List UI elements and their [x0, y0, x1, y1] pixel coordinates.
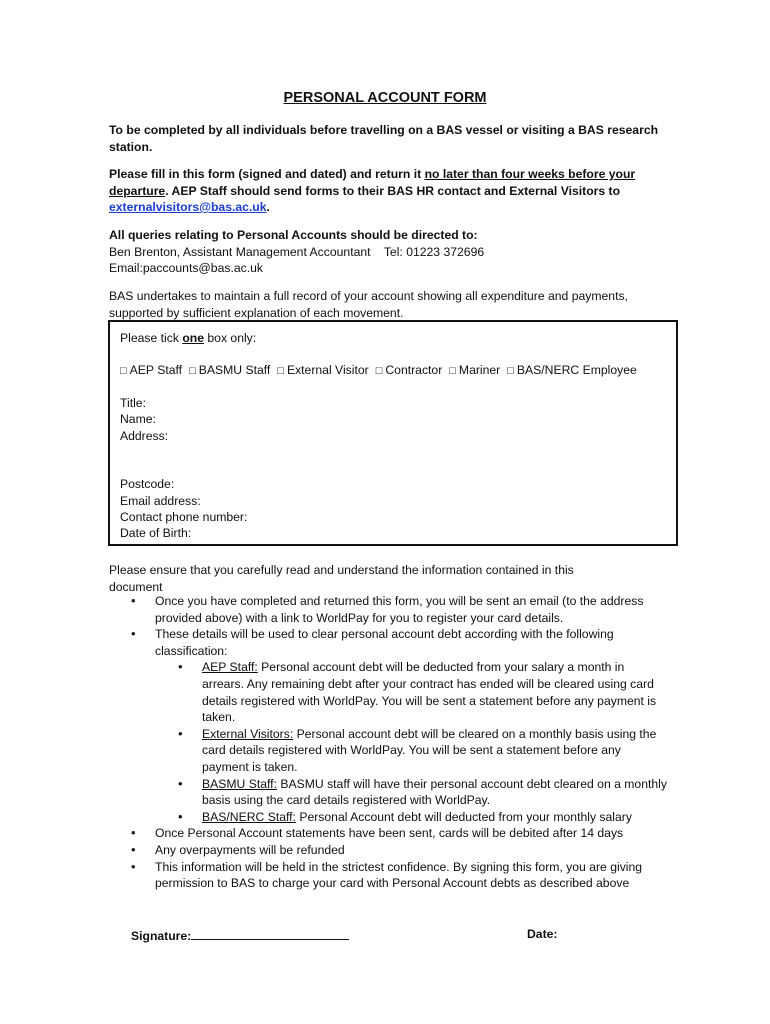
sub-item-label: External Visitors:	[202, 726, 294, 741]
checkbox-icon[interactable]: □	[375, 365, 383, 377]
signature-label: Signature:	[131, 929, 192, 943]
sub-item-text: BASMU staff will have their personal account debt cleared on a monthly basis using the card details registered with WorldPay.	[202, 776, 667, 808]
sub-list-item	[155, 726, 669, 776]
signature-field	[131, 927, 349, 943]
tick-instruction	[120, 330, 256, 346]
field-title-label: Title:	[120, 396, 146, 410]
external-visitors-email-link[interactable]: externalvisitors@bas.ac.uk	[109, 200, 267, 214]
field-dob-label: Date of Birth:	[120, 526, 192, 540]
sub-item-text: Personal account debt will be cleared on a monthly basis using the card details registered with WorldPay. You will be sent a statement before any payment is taken.	[202, 726, 657, 774]
option-mariner[interactable]	[449, 363, 500, 377]
instructions-part2: . AEP Staff should send forms to their BAS HR contact and External Visitors to	[165, 183, 621, 198]
information-list	[109, 593, 669, 892]
tick-emphasis: one	[182, 331, 204, 345]
sub-item-label: AEP Staff:	[202, 660, 258, 675]
queries-email: Email:paccounts@bas.ac.uk	[109, 261, 263, 275]
checkbox-icon[interactable]: □	[189, 365, 196, 377]
checkbox-icon[interactable]: □	[507, 365, 514, 377]
page-title: PERSONAL ACCOUNT FORM	[283, 90, 487, 106]
option-contractor[interactable]	[376, 363, 443, 377]
sub-list-item	[155, 776, 669, 809]
instructions-part3: .	[266, 200, 270, 214]
list-item: • Once you have completed and returned this form, you will be sent an email (to the address provided above) with a link to WorldPay for you to register your card details.	[109, 593, 669, 626]
tick-suffix: box only:	[204, 331, 257, 345]
queries-heading: All queries relating to Personal Accounts should be directed to:	[109, 228, 478, 242]
option-label: BAS/NERC Employee	[516, 363, 637, 377]
option-label: Contractor	[385, 363, 443, 377]
checkbox-icon[interactable]: □	[449, 365, 456, 377]
field-email-label: Email address:	[120, 494, 201, 508]
option-aep-staff[interactable]	[120, 363, 182, 377]
sub-item-label: BAS/NERC Staff:	[202, 809, 296, 824]
option-basmu-staff[interactable]	[189, 363, 270, 377]
list-item	[109, 626, 669, 825]
option-label: AEP Staff	[129, 363, 183, 377]
signature-line[interactable]	[191, 927, 349, 940]
instructions-paragraph	[109, 166, 669, 216]
list-item: • Any overpayments will be refunded	[109, 842, 669, 859]
sub-list-item	[155, 809, 669, 826]
list-item: • This information will be held in the strictest confidence. By signing this form, you are giving permission to BAS to charge your card with Personal Account debts as described above	[109, 859, 669, 892]
option-external-visitor[interactable]	[277, 363, 368, 377]
intro-paragraph: To be completed by all individuals before travelling on a BAS vessel or visiting a BAS research station.	[109, 123, 659, 154]
deadline-text: no later than four weeks before your departure	[109, 167, 636, 198]
date-label: Date:	[527, 927, 558, 941]
field-name-label: Name:	[120, 412, 156, 426]
sub-item-text: Personal Account debt will deducted from your monthly salary	[295, 809, 632, 824]
option-label: Mariner	[458, 363, 501, 377]
field-postcode-label: Postcode:	[120, 477, 175, 491]
info-intro: Please ensure that you carefully read and understand the information contained in this document	[109, 563, 574, 594]
field-address-label: Address:	[120, 429, 169, 443]
classification-list	[155, 659, 669, 825]
queries-section	[109, 227, 669, 277]
option-bas-nerc-employee[interactable]	[507, 363, 637, 377]
sub-list-item	[155, 659, 669, 725]
undertaking-paragraph: BAS undertakes to maintain a full record of your account showing all expenditure and payments, supported by sufficient explanation of each movement.	[109, 289, 628, 320]
queries-contact: Ben Brenton, Assistant Management Accountant Tel: 01223 372696	[109, 244, 485, 259]
list-item: • Once Personal Account statements have been sent, cards will be debited after 14 days	[109, 825, 669, 842]
checkbox-icon[interactable]: □	[277, 365, 284, 377]
instructions-part1: Please fill in this form (signed and dated) and return it	[109, 167, 425, 181]
tick-prefix: Please tick	[120, 331, 183, 345]
personal-details-box	[108, 320, 678, 546]
category-options	[120, 362, 644, 379]
field-phone-label: Contact phone number:	[120, 510, 248, 524]
option-label: External Visitor	[286, 363, 369, 377]
checkbox-icon[interactable]: □	[120, 365, 127, 377]
list-item-text: These details will be used to clear personal account debt according with the following classification:	[155, 627, 614, 658]
option-label: BASMU Staff	[198, 363, 271, 377]
sub-item-text: Personal account debt will be deducted from your salary a month in arrears. Any remaining debt after your contract has ended will be cleared using card details registered with WorldPay. You will be sent a statement before any payment is taken.	[202, 660, 657, 725]
sub-item-label: BASMU Staff:	[202, 776, 277, 791]
